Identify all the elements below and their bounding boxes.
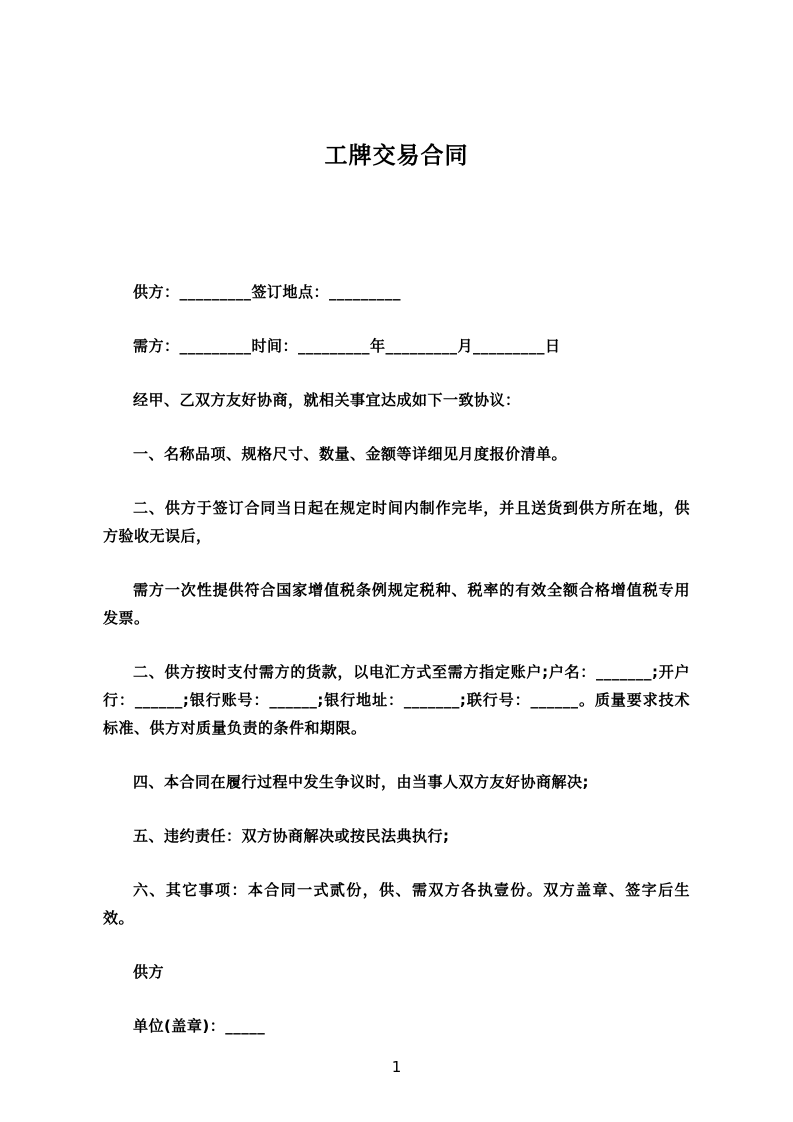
signature-supplier-label: 供方: [133, 963, 165, 981]
clause-2: 二、供方于签订合同当日起在规定时间内制作完毕，并且送货到供方所在地，供方验收无误后，: [103, 499, 690, 545]
party-supplier-line: 供方：_________签订地点：_________: [133, 283, 402, 301]
clause-2-invoice: 需方一次性提供符合国家增值税条例规定税种、税率的有效全额合格增值税专用发票。: [103, 581, 690, 627]
clause-4-dispute: 四、本合同在履行过程中发生争议时，由当事人双方友好协商解决;: [133, 773, 590, 791]
document-title: 工牌交易合同: [324, 143, 469, 169]
clause-1: 一、名称品项、规格尺寸、数量、金额等详细见月度报价清单。: [133, 445, 568, 463]
clause-3-payment: 二、供方按时支付需方的货款，以电汇方式至需方指定账户;户名：_______;开户行：______;银行账号：______;银行地址：_______;联行号：______。质量要求技术标准、供方对质量负责的条件和期限。: [103, 663, 690, 737]
party-buyer-date-line: 需方：_________时间：_________年_________月_________日: [133, 337, 561, 355]
clause-5-liability: 五、违约责任：双方协商解决或按民法典执行;: [133, 827, 450, 845]
page-number: 1: [391, 1058, 402, 1076]
clause-6-other: 六、其它事项：本合同一式贰份，供、需双方各执壹份。双方盖章、签字后生效。: [103, 881, 690, 927]
preamble: 经甲、乙双方友好协商，就相关事宜达成如下一致协议：: [133, 391, 521, 409]
signature-unit-seal-line: 单位(盖章)：_____: [133, 1017, 266, 1035]
